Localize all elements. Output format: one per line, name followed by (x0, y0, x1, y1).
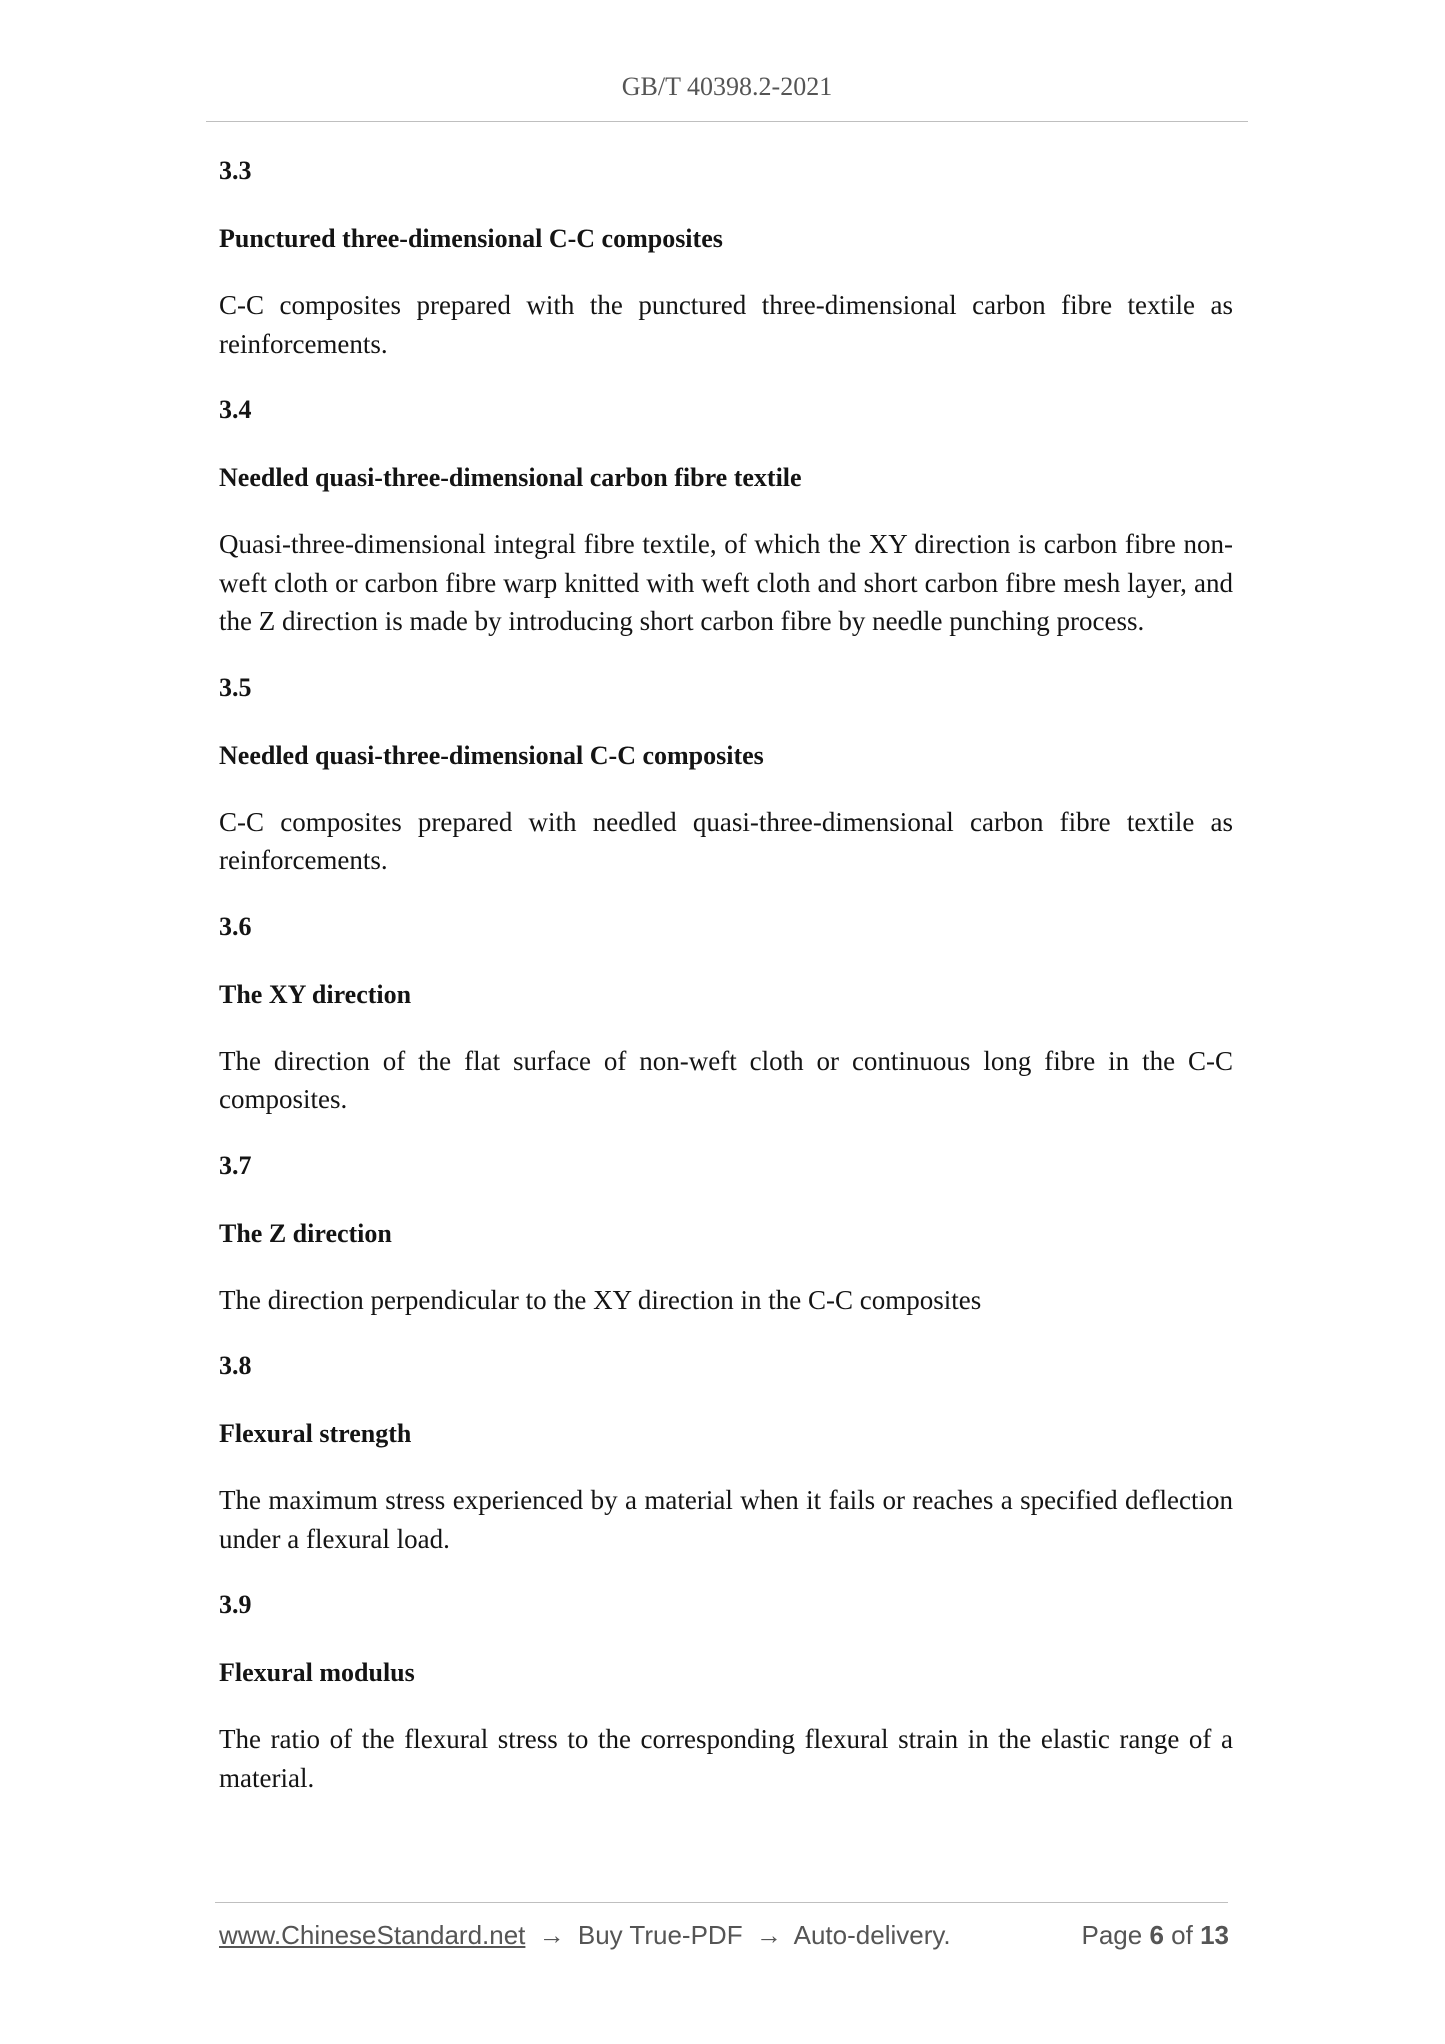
term-definition: The direction perpendicular to the XY direction in the C-C composites (219, 1284, 982, 1315)
arrow-right-icon: → (755, 1920, 782, 1950)
term-title: Flexural strength (219, 1419, 412, 1448)
term-number: 3.6 (219, 911, 252, 941)
page-indicator (1081, 1920, 1229, 1951)
footer-promo (219, 1920, 951, 1951)
term-number: 3.4 (219, 395, 252, 424)
terms-list (219, 152, 1233, 1825)
term-title: The XY direction (219, 979, 412, 1009)
term-title: Flexural modulus (219, 1658, 415, 1687)
header-divider (206, 121, 1248, 122)
term-number: 3.7 (219, 1150, 252, 1180)
page-footer (219, 1920, 1229, 1951)
page-header: GB/T 40398.2-2021 (621, 72, 833, 101)
buy-text: Buy True-PDF (577, 1920, 743, 1950)
term-definition: The ratio of the flexural stress to the corresponding flexural strain in the elastic range of a material. (219, 1724, 1233, 1793)
term-entry (219, 391, 1233, 641)
term-entry (219, 669, 1233, 880)
term-definition: The direction of the flat surface of non-weft cloth or continuous long fibre in the C-C composites. (219, 1045, 1233, 1114)
website-link[interactable]: www.ChineseStandard.net (219, 1920, 526, 1950)
term-title: The Z direction (219, 1218, 392, 1248)
footer-divider (215, 1902, 1228, 1903)
term-number: 3.5 (219, 672, 252, 702)
current-page-number: 6 (1149, 1920, 1164, 1950)
term-number: 3.8 (219, 1351, 252, 1380)
term-entry (219, 908, 1233, 1119)
term-title: Needled quasi-three-dimensional C-C composites (219, 740, 764, 770)
term-definition: C-C composites prepared with the punctured three-dimensional carbon fibre textile as reinforcements. (219, 290, 1233, 359)
term-entry (219, 1586, 1233, 1797)
term-definition: The maximum stress experienced by a material when it fails or reaches a specified deflection under a flexural load. (219, 1485, 1233, 1554)
arrow-right-icon: → (538, 1920, 565, 1950)
term-definition: C-C composites prepared with needled quasi-three-dimensional carbon fibre textile as reinforcements. (219, 806, 1233, 875)
term-number: 3.9 (219, 1590, 252, 1619)
term-definition: Quasi-three-dimensional integral fibre textile, of which the XY direction is carbon fibre non-weft cloth or carbon fibre warp knitted with weft cloth and short carbon fibre mesh layer, and the Z direction is made by introducing short carbon fibre by needle punching process. (219, 529, 1233, 636)
term-title: Punctured three-dimensional C-C composites (219, 224, 723, 253)
term-entry (219, 1147, 1233, 1320)
page-label: Page (1081, 1920, 1143, 1950)
term-title: Needled quasi-three-dimensional carbon fibre textile (219, 463, 802, 492)
term-entry (219, 1347, 1233, 1558)
term-number: 3.3 (219, 156, 252, 185)
delivery-text: Auto-delivery. (793, 1920, 951, 1950)
page-of-label: of (1171, 1920, 1193, 1950)
total-pages-number: 13 (1200, 1920, 1229, 1950)
term-entry (219, 152, 1233, 363)
